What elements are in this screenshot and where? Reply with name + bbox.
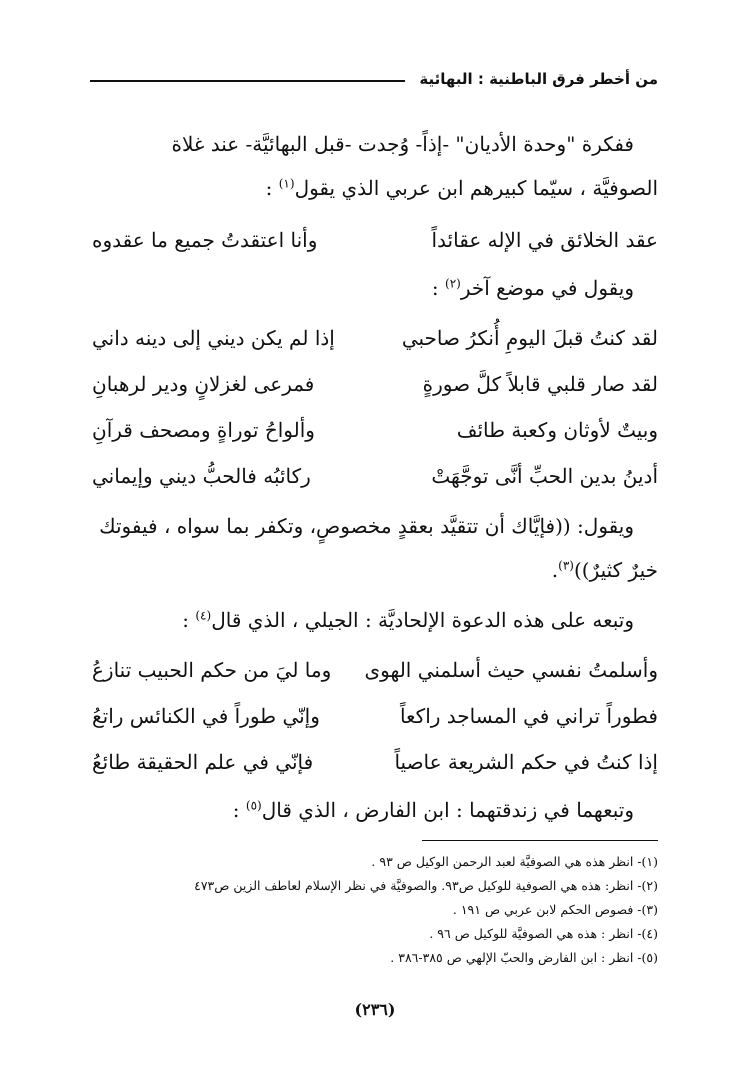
verse-left-hemistich: وإنّي طوراً في الكنائس راتعُ [92, 704, 320, 728]
paragraph-2-text: ويقول في موضع آخر [460, 276, 634, 300]
footnote-1: (١)- انظر هذه هي الصوفيَّة لعبد الرحمن الوكيل ص ٩٣ . [371, 854, 658, 869]
paragraph-2 [92, 268, 658, 308]
footnote-3: (٣)- فصوص الحكم لابن عربي ص ١٩١ . [452, 902, 658, 917]
footnote-separator [422, 840, 658, 841]
paragraph-1-colon: : [265, 176, 279, 200]
verse-line [92, 456, 658, 496]
verse-left-hemistich: ركائبُه فالحبُّ ديني وإيماني [92, 464, 311, 488]
paragraph-3-text-end: خيرٌ كثيرٌ)) [573, 558, 658, 582]
verse-line [92, 364, 658, 404]
paragraph-3-period: . [551, 558, 559, 582]
verse-left-hemistich: وألواحُ توراةٍ ومصحف قرآنِ [92, 418, 315, 442]
paragraph-2-colon: : [431, 276, 446, 300]
verse-line [92, 650, 658, 690]
footnotes [92, 850, 658, 970]
footnote-ref-4: (٤) [195, 608, 212, 623]
verse-line [92, 742, 658, 782]
footnote-4: (٤)- انظر : هذه هي الصوفيَّة للوكيل ص ٩٦ . [429, 926, 658, 941]
footnote-ref-2: (٢) [445, 276, 461, 291]
paragraph-4-colon: : [182, 608, 196, 632]
verse-right-hemistich: عقد الخلائق في الإله عقائداً [431, 228, 658, 252]
verse-line [92, 696, 658, 736]
running-header [90, 58, 658, 92]
verse-right-hemistich: لقد كنتُ قبلَ اليومِ أُنكرُ صاحبي [401, 326, 658, 350]
page-number: (٢٣٦) [354, 1000, 396, 1019]
verse-right-hemistich: وبيتٌ لأوثان وكعبة طائف [456, 418, 658, 442]
footnote-ref-3: (٣) [558, 558, 574, 573]
paragraph-1-line-1 [92, 124, 658, 164]
footnote-ref-1: (١) [278, 176, 295, 191]
verse-right-hemistich: فطوراً تراني في المساجد راكعاً [399, 704, 658, 728]
paragraph-3-text: ويقول: ((فإيَّاك أن تتقيَّد بعقدٍ مخصوصٍ، وتكفر بما سواه ، فيفوتك [99, 514, 634, 538]
paragraph-4 [92, 600, 658, 640]
verse-right-hemistich: إذا كنتُ في حكم الشريعة عاصياً [394, 750, 658, 774]
verse-right-hemistich: أدينُ بدين الحبِّ أنَّى توجَّهَتْ [431, 464, 658, 488]
verse-right-hemistich: وأسلمتُ نفسي حيث أسلمني الهوى [364, 658, 658, 682]
running-header-title: من أخطر فرق الباطنية : البهائية [419, 70, 658, 88]
verse-left-hemistich: وما ليَ من حكم الحبيب تنازعُ [92, 658, 332, 682]
paragraph-5 [92, 790, 658, 830]
verse-left-hemistich: فإنّي في علم الحقيقة طائعُ [92, 750, 314, 774]
paragraph-5-colon: : [232, 798, 246, 822]
paragraph-3-line-2 [92, 550, 658, 590]
verse-right-hemistich: لقد صار قلبي قابلاً كلَّ صورةٍ [422, 372, 658, 396]
verse-line [92, 410, 658, 450]
verse-line [92, 318, 658, 358]
paragraph-1-text-end: الصوفيَّة ، سيّما كبيرهم ابن عربي الذي يقول [294, 176, 658, 200]
verse-line [92, 220, 658, 260]
paragraph-1-line-2 [92, 168, 658, 208]
paragraph-1-text: ففكرة "وحدة الأديان" -إذاً- وُجدت -قبل البهائيَّة- عند غلاة [171, 132, 634, 156]
header-rule [90, 80, 405, 82]
paragraph-3-line-1 [92, 506, 658, 546]
paragraph-5-text: وتبعهما في زندقتهما : ابن الفارض ، الذي قال [261, 798, 634, 822]
footnote-ref-5: (٥) [245, 798, 262, 813]
paragraph-4-text: وتبعه على هذه الدعوة الإلحاديَّة : الجيلي ، الذي قال [211, 608, 634, 632]
footnote-5: (٥)- انظر : ابن الفارض والحبّ الإلهي ص ٣٨٥-٣٨٦ . [390, 950, 658, 965]
verse-left-hemistich: فمرعى لغزلانٍ ودير لرهبانِ [92, 372, 315, 396]
footnote-2: (٢)- انظر: هذه هي الصوفية للوكيل ص٩٣. والصوفيَّة في نظر الإسلام لعاطف الزين ص٤٧٣ [194, 878, 658, 893]
verse-left-hemistich: إذا لم يكن ديني إلى دينه داني [92, 326, 335, 350]
verse-left-hemistich: وأنا اعتقدتُ جميع ما عقدوه [92, 228, 318, 252]
